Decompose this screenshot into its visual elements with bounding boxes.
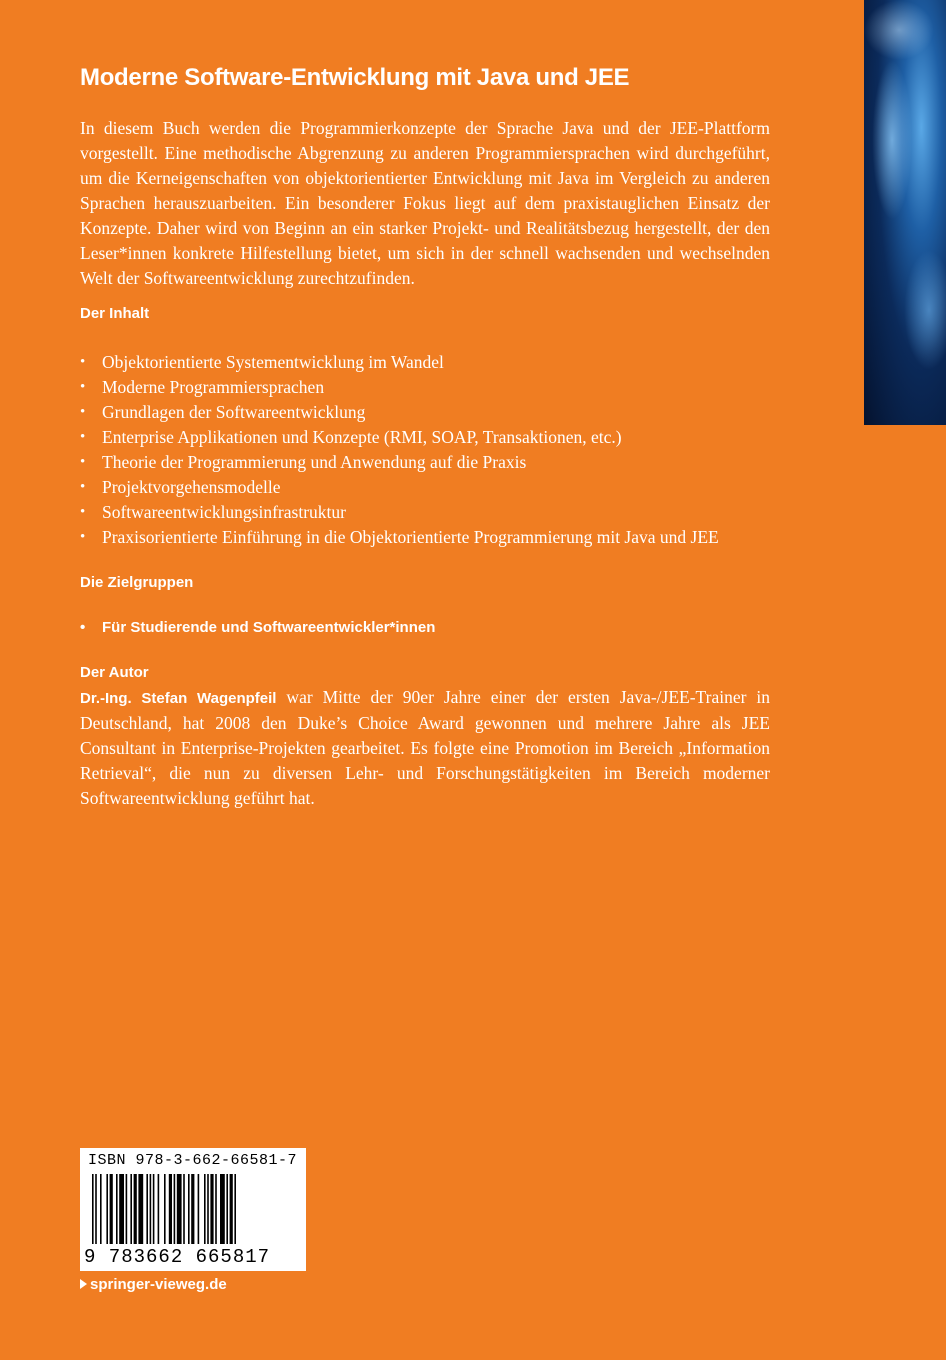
contents-heading: Der Inhalt xyxy=(80,305,150,322)
isbn-barcode xyxy=(80,1148,306,1271)
list-item: • Theorie der Programmierung und Anwendung auf die Praxis xyxy=(80,450,770,475)
arrow-icon xyxy=(80,1279,87,1289)
isbn-label: ISBN 978-3-662-66581-7 xyxy=(88,1152,298,1169)
list-item: • Softwareentwicklungsinfrastruktur xyxy=(80,500,770,525)
list-item: • Für Studierende und Softwareentwickler*innen xyxy=(80,615,770,640)
cover-photo-strip xyxy=(864,0,946,425)
list-item: • Projektvorgehensmodelle xyxy=(80,475,770,500)
target-groups-list xyxy=(80,615,770,640)
back-cover-text xyxy=(80,60,770,811)
book-title: Moderne Software-Entwicklung mit Java und JEE xyxy=(80,64,630,91)
list-item: • Grundlagen der Softwareentwicklung xyxy=(80,400,770,425)
list-item: • Enterprise Applikationen und Konzepte (RMI, SOAP, Transaktionen, etc.) xyxy=(80,425,770,450)
author-name: Dr.-Ing. Stefan Wagenpfeil xyxy=(80,690,277,707)
list-item: • Praxisorientierte Einführung in die Objektorientierte Programmierung mit Java und JEE xyxy=(80,525,770,550)
target-groups-heading: Die Zielgruppen xyxy=(80,574,194,591)
list-item: • Objektorientierte Systementwicklung im Wandel xyxy=(80,350,770,375)
publisher-link[interactable] xyxy=(80,1276,227,1293)
author-bio: war Mitte der 90er Jahre einer der ersten Java-/JEE-Trainer in Deutschland, hat 2008 den Duke’s Choice Award gewonnen und mehrere Jahre als JEE Consultant in Enterprise-Projekten gearbeitet. Es folgte eine Promotion im Bereich „Information Retrieval“, die nun zu diversen Lehr- und Forschungstätigkeiten im Bereich moderner Softwareentwicklung geführt hat. xyxy=(80,687,770,808)
contents-list xyxy=(80,350,770,550)
barcode-bars xyxy=(92,1174,292,1244)
author-heading: Der Autor xyxy=(80,664,149,681)
intro-paragraph: In diesem Buch werden die Programmierkonzepte der Sprache Java und der JEE-Plattform vorgestellt. Eine methodische Abgrenzung zu anderen Programmiersprachen wird durchgeführt, um die Kerneigenschaften von objektorientierter Entwicklung mit Java im Vergleich zu anderen Sprachen herauszuarbeiten. Ein besonderer Fokus liegt auf dem praxistauglichen Einsatz der Konzepte. Daher wird von Beginn an ein starker Projekt- und Realitätsbezug hergestellt, der den Leser*innen konkrete Hilfestellung bietet, um sich in der schnell wachsenden und wechselnden Welt der Softwareentwicklung zurechtzufinden. xyxy=(80,118,770,288)
publisher-link-label: springer-vieweg.de xyxy=(90,1276,227,1293)
author-paragraph xyxy=(80,685,770,811)
barcode-digits: 9 783662 665817 xyxy=(84,1246,271,1268)
list-item: • Moderne Programmiersprachen xyxy=(80,375,770,400)
